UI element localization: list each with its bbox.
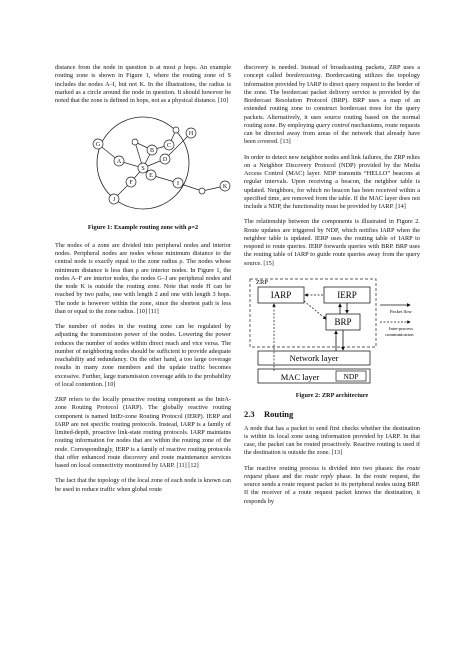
routing-zone-graph — [55, 112, 231, 216]
zrp-label: ZRP — [256, 278, 268, 286]
paragraph-topology: The fact that the topology of the local zone of each node is known can be used to reduce traffic when global route — [55, 477, 231, 493]
iarp-label: IARP — [270, 289, 292, 300]
legend-packet-flow: Packet flow — [390, 308, 412, 314]
node-unlabeled — [132, 139, 138, 145]
figure-1 — [55, 112, 231, 219]
label-F: F — [129, 180, 133, 187]
paragraph-peripheral-nodes: The nodes of a zone are divided into peripheral nodes and interior nodes. Peripheral nodes are nodes whose minimum distance to the central node is exactly equal to the zone radius ρ. The nodes whose minimum distance is less than ρ are interior nodes. In Figure 1, the nodes A–F are interior nodes, the nodes G–J are peripheral nodes and the node K is outside the routing zone. Note that node H can be reached by two paths, one with length 2 and one with length 3 hops. The node is however within the zone, since the shortest path is less than or equal to the zone radius. [10] [11] — [55, 241, 231, 315]
legend-ipc-line1: Inter-process — [389, 325, 413, 331]
label-E: E — [149, 173, 153, 180]
label-S: S — [141, 166, 145, 173]
figure-1-caption: Figure 1: Example routing zone with ρ=2 — [87, 223, 199, 231]
paragraph-iarp-ierp: ZRP refers to the locally proactive routing component as the IntrA-zone Routing Protocol (IARP). The globally reactive routing component is named IntEr-zone Routing Protocol (IERP). IERP and IARP are not specific routing protocols. Instead, IARP is a family of limited-depth, proactive link-state routing protocols. IARP maintains routing information for nodes that are within the routing zone of the node. Correspondingly, IERP is a family of reactive routing protocols that offer enhanced route discovery and route maintenance services based on local connectivity monitored by IARP. [11] [12] — [55, 396, 231, 469]
label-B: B — [149, 148, 155, 155]
paragraph-zone-size: The number of nodes in the routing zone can be regulated by adjusting the transmission power of the nodes. Lowering the power reduces the number of nodes within direct reach and vice versa. The number of neighboring nodes should be sufficient to provide adequate reachability and redundancy. On the other hand, a too large coverage results in many zone members and the update traffic becomes excessive. Further, large transmission coverage adds to the probability of local contention. [10] — [55, 323, 231, 388]
label-D: D — [162, 157, 168, 164]
left-column — [55, 64, 231, 501]
figure-2 — [244, 275, 420, 390]
label-G: G — [95, 142, 101, 149]
right-column — [244, 64, 420, 513]
paragraph-components: The relationship between the components is illustrated in Figure 2. Route updates are triggered by NDP, which notifies IARP when the neighbor table is updated. IERP uses the routing table of IARP to respond to route queries. IERP forwards queries with BRP. BRP uses the routing table of IARP to guide route queries away from the query source. [15] — [244, 218, 420, 267]
ierp-label: IERP — [337, 289, 357, 300]
label-H: H — [188, 131, 194, 138]
ndp-label: NDP — [343, 371, 359, 381]
mac-layer-label: MAC layer — [280, 371, 320, 382]
label-I: I — [177, 181, 179, 188]
zrp-architecture-diagram — [244, 275, 420, 387]
node-unlabeled-3 — [173, 127, 179, 133]
paragraph-ndp: In order to detect new neighbor nodes and link failures, the ZRP relies on a Neighbor Discovery Protocol (NDP) provided by the Media Access Control (MAC) layer. NDP transmits “HELLO” beacons at regular intervals. Upon receiving a beacon, the neighbor table is updated. Neighbors, for which no beacon has been received within a specified time, are removed from the table. If the MAC layer does not include a NDP, the functionality must be provided by IARP. [14] — [244, 153, 420, 210]
paragraph-reactive-routing: The reactive routing process is divided into two phases: the route request phase and the route reply phase. In the route request, the source sends a route request packet to its peripheral nodes using BRP. If the receiver of a route request packet knows the destination, it responds by — [244, 464, 421, 505]
label-C: C — [166, 143, 172, 150]
paragraph-zone-distance: distance from the node in question is at most ρ hops. An example routing zone is shown in Figure 1, where the routing zone of S includes the nodes A–I, but not K. In the illustrations, the radius is marked as a circle around the node in question. It should however be noted that the zone is defined in hops, not as a physical distance. [10] — [55, 64, 231, 104]
network-layer-label: Network layer — [289, 352, 339, 363]
paragraph-bordercasting: discovery is needed. Instead of broadcasting packets, ZRP uses a concept called bordercasting. Bordercasting utilizes the topology information provided by IARP to direct query request to the border of the zone. The bordercast packet delivery service is provided by the Bordercast Resolution Protocol (BRP). BRP uses a map of an extended routing zone to construct bordercast trees for the query packets. Alternatively, it uses source routing based on the normal routing zone. By employing query control mechanisms, route requests can be directed away from areas of the network that already have been covered. [13] — [244, 64, 420, 146]
node-unlabeled-2 — [199, 188, 205, 194]
label-A: A — [116, 159, 122, 166]
brp-label: BRP — [334, 316, 352, 327]
label-J: J — [112, 197, 116, 204]
section-heading-routing: 2.3 Routing — [244, 409, 294, 420]
paragraph-routing-local: A node that has a packet to send first checks whether the destination is within its local zone using information provided by IARP. In that case, the packet can be routed proactively. Reactive routing is used if the destination is outside the zone. [13] — [244, 424, 420, 457]
figure-2-caption: Figure 2: ZRP architecture — [295, 392, 369, 399]
label-K: K — [222, 184, 228, 191]
legend-ipc-line2: communication — [385, 331, 414, 337]
